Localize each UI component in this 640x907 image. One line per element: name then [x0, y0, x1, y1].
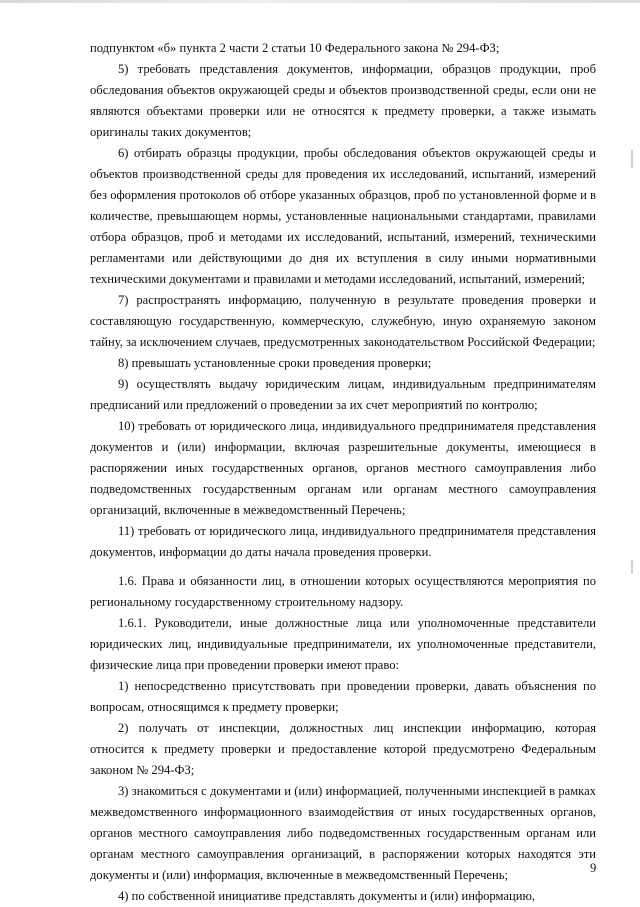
scan-edge-mark: [631, 560, 633, 574]
scan-edge: [0, 0, 640, 3]
paragraph: 4) по собственной инициативе представлять документы и (или) информацию,: [118, 889, 536, 903]
paragraph: 9) осуществлять выдачу юридическим лицам, индивидуальным предпринимателям предписаний или предложений о проведении за их счет мероприятий по контролю;: [90, 377, 596, 412]
paragraph: 5) требовать представления документов, информации, образцов продукции, проб обследования объектов окружающей среды и объектов производственной среды, если они не являются объектами проверки или не относятся к предмету проверки, а также изымать оригиналы таких документов;: [90, 62, 596, 139]
paragraph: 1) непосредственно присутствовать при проведении проверки, давать объяснения по вопросам, относящимся к предмету проверки;: [90, 679, 596, 714]
paragraph: 10) требовать от юридического лица, индивидуального предпринимателя представления документов и (или) информации, включая разрешительные документы, имеющиеся в распоряжении иных государственных органов, органов местного самоуправления либо подведомственных государственным органам или органам местного самоуправления организаций, включенные в межведомственный Перечень;: [90, 419, 596, 517]
paragraph: подпунктом «б» пункта 2 части 2 статьи 10 Федерального закона № 294-ФЗ;: [90, 41, 500, 55]
scan-edge-mark: [631, 150, 633, 168]
paragraph: 1.6.1. Руководители, иные должностные лица или уполномоченные представители юридических лиц, индивидуальные предприниматели, их уполномоченные представители, физические лица при проведении проверки имеют право:: [90, 616, 596, 672]
paragraph: 2) получать от инспекции, должностных лиц инспекции информацию, которая относится к предмету проверки и предоставление которой предусмотрено Федеральным законом № 294-ФЗ;: [90, 721, 596, 777]
paragraph: 7) распространять информацию, полученную в результате проведения проверки и составляющую государственную, коммерческую, служебную, иную охраняемую законом тайну, за исключением случаев, предусмотренных законодательством Российской Федерации;: [90, 293, 596, 349]
section-heading-1-6: 1.6. Права и обязанности лиц, в отношении которых осуществляются мероприятия по региональному государственному строительному надзору.: [90, 574, 596, 609]
document-body: [90, 38, 596, 907]
page-number: 9: [590, 861, 597, 875]
paragraph: 11) требовать от юридического лица, индивидуального предпринимателя представления документов, информации до даты начала проведения проверки.: [90, 524, 596, 559]
paragraph: 8) превышать установленные сроки проведения проверки;: [118, 356, 432, 370]
paragraph: 6) отбирать образцы продукции, пробы обследования объектов окружающей среды и объектов производственной среды для проведения их исследований, испытаний, измерений без оформления протоколов об отборе указанных образцов, проб по установленной форме и в количестве, превышающем нормы, установленные национальными стандартами, правилами отбора образцов, проб и методами их исследований, испытаний, измерений, техническими регламентами или действующими до дня их вступления в силу иными нормативными техническими документами и правилами и методами исследований, испытаний, измерений;: [90, 146, 596, 286]
paragraph: 3) знакомиться с документами и (или) информацией, полученными инспекцией в рамках межведомственного информационного взаимодействия от иных государственных органов, органов местного самоуправления либо подведомственных государственным органам или органам местного самоуправления организаций, в распоряжении которых находятся эти документы и (или) информация, включенные в межведомственный Перечень;: [90, 784, 596, 882]
